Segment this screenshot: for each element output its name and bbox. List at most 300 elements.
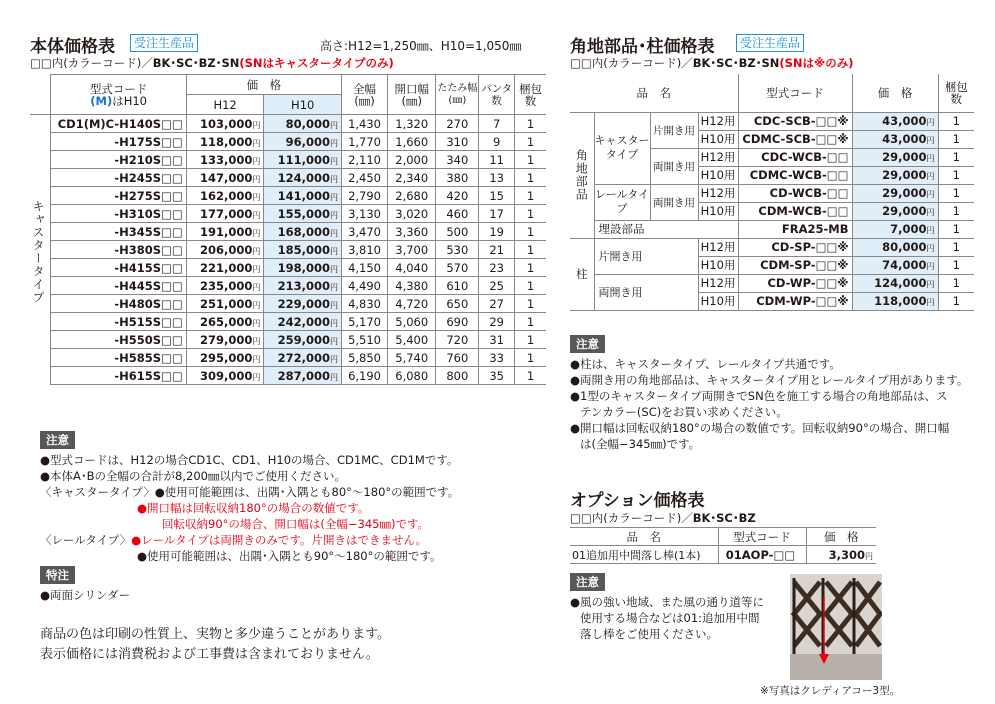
- corner-notes-heading: 注意: [570, 335, 605, 353]
- price-h10: 259,000: [277, 332, 330, 347]
- option-color-line: □□内(カラーコード)／BK･SC･BZ: [570, 511, 756, 525]
- h12-header: H12: [186, 95, 264, 115]
- footer-line-2: 表示価格には消費税および工事費は含まれておりません。: [40, 647, 379, 662]
- row-code: CDM-WCB-□□: [738, 202, 852, 220]
- fold-cell: 460: [436, 205, 479, 223]
- price-h10-cell: [264, 349, 342, 367]
- pack-cell: 1: [514, 133, 546, 151]
- row-pack: 1: [938, 166, 974, 184]
- price-h12: 206,000: [200, 242, 253, 257]
- notes-block: [40, 452, 459, 564]
- price-h10-cell: [264, 331, 342, 349]
- price-h12: 177,000: [200, 206, 253, 221]
- width-cell: 3,470: [341, 223, 387, 241]
- model-code-cell: -H445S□□: [51, 277, 186, 295]
- price-h12-cell: [186, 187, 264, 205]
- price-h12-cell: [186, 313, 264, 331]
- panta-cell: 31: [479, 331, 515, 349]
- yen-unit: 円: [926, 208, 935, 217]
- price-h12-cell: [186, 169, 264, 187]
- table-row: [30, 169, 546, 187]
- model-code-cell: -H245S□□: [51, 169, 186, 187]
- row-price: 29,000: [882, 204, 927, 218]
- model-code-cell: -H515S□□: [51, 313, 186, 331]
- color-code-line: □□内(カラーコード)／BK･SC･BZ･SN(SNはキャスタータイプのみ): [30, 56, 394, 70]
- table-row: [30, 313, 546, 331]
- corner-notes: [570, 356, 968, 452]
- price-h12-cell: [186, 133, 264, 151]
- price-h12: 133,000: [200, 152, 253, 167]
- yen-unit: 円: [252, 174, 261, 184]
- yen-unit: 円: [252, 264, 261, 274]
- buried-part-label: 埋設部品: [594, 220, 738, 238]
- table-row: [30, 133, 546, 151]
- price-h10: 141,000: [277, 188, 330, 203]
- option-price-table: [570, 527, 876, 564]
- opt-row-price: 3,300: [828, 547, 865, 562]
- price-h12: 295,000: [200, 350, 253, 365]
- yen-unit: 円: [252, 210, 261, 220]
- price-h12-cell: [186, 331, 264, 349]
- panta-cell: 19: [479, 223, 515, 241]
- row-pack: 1: [938, 112, 974, 130]
- price-header: 価 格: [186, 75, 341, 95]
- price-h10-cell: [264, 169, 342, 187]
- row-h: H12用: [698, 238, 738, 256]
- yen-unit: 円: [865, 551, 873, 561]
- row-code: CDMC-SCB-□□※: [738, 130, 852, 148]
- row-code: CD-WP-□□※: [738, 274, 852, 292]
- price-h10: 198,000: [277, 260, 330, 275]
- row-pack: 1: [938, 148, 974, 166]
- row-price: 7,000: [890, 222, 927, 236]
- row-pack: 1: [938, 238, 974, 256]
- price-h10: 168,000: [277, 224, 330, 239]
- opt-note-2: 使用する場合などは01:追加用中間: [580, 611, 760, 625]
- height-note: 高さ:H12=1,250㎜、H10=1,050㎜: [320, 39, 522, 53]
- fold-cell: 420: [436, 187, 479, 205]
- price-h10-cell: [264, 259, 342, 277]
- row-pack: 1: [938, 256, 974, 274]
- yen-unit: 円: [926, 280, 935, 289]
- row-h: H12用: [698, 184, 738, 202]
- model-code-cell: -H480S□□: [51, 295, 186, 313]
- opening-cell: 5,060: [388, 313, 436, 331]
- price-h10-cell: [264, 115, 342, 133]
- row-h: H12用: [698, 112, 738, 130]
- price-h12: 118,000: [200, 134, 253, 149]
- table-row: [30, 277, 546, 295]
- yen-unit: 円: [252, 318, 261, 328]
- price-h12: 279,000: [200, 332, 253, 347]
- row-code: CDC-WCB-□□: [738, 148, 852, 166]
- yen-unit: 円: [329, 282, 338, 292]
- model-code-cell: -H275S□□: [51, 187, 186, 205]
- kata-label-1: 片開き用: [650, 112, 698, 148]
- opening-cell: 6,080: [388, 367, 436, 385]
- opening-cell: 1,320: [388, 115, 436, 133]
- row-code: CDMC-WCB-□□: [738, 166, 852, 184]
- row-pack: 1: [938, 274, 974, 292]
- opening-cell: 2,680: [388, 187, 436, 205]
- fold-cell: 760: [436, 349, 479, 367]
- corner-note-4: テンカラー(SC)をお買い求めください。: [580, 405, 788, 419]
- width-cell: 5,170: [341, 313, 387, 331]
- name-header: 品 名: [570, 74, 738, 112]
- main-table-title: 本体価格表: [30, 37, 115, 57]
- panta-cell: 13: [479, 169, 515, 187]
- opening-cell: 4,040: [388, 259, 436, 277]
- price-h10-cell: [264, 205, 342, 223]
- pack-cell: 1: [514, 223, 546, 241]
- price-h10: 287,000: [277, 368, 330, 383]
- price-header-r: 価 格: [852, 74, 938, 112]
- row-code: CD-SP-□□※: [738, 238, 852, 256]
- model-code-cell: CD1(M)C-H140S□□: [51, 115, 186, 133]
- opening-cell: 1,660: [388, 133, 436, 151]
- width-cell: 2,790: [341, 187, 387, 205]
- price-h10-cell: [264, 313, 342, 331]
- row-price: 124,000: [874, 276, 927, 290]
- model-code-cell: -H415S□□: [51, 259, 186, 277]
- yen-unit: 円: [926, 172, 935, 181]
- notes-heading: 注意: [40, 431, 75, 449]
- fold-cell: 610: [436, 277, 479, 295]
- yen-unit: 円: [926, 262, 935, 271]
- price-h10: 155,000: [277, 206, 330, 221]
- price-h10: 229,000: [277, 296, 330, 311]
- table-row: [30, 187, 546, 205]
- yen-unit: 円: [926, 118, 935, 127]
- pack-cell: 1: [514, 259, 546, 277]
- corner-color-line: □□内(カラーコード)／BK･SC･BZ･SN(SNは※のみ): [570, 56, 854, 70]
- note-5: 回転収納90°の場合、開口幅は(全幅−345㎜)です。: [162, 517, 430, 531]
- price-h10-cell: [264, 151, 342, 169]
- table-row: [30, 295, 546, 313]
- yen-unit: 円: [329, 192, 338, 202]
- price-h10: 80,000: [285, 116, 330, 131]
- width-cell: 6,190: [341, 367, 387, 385]
- corner-made-to-order-tag: 受注生産品: [736, 34, 804, 52]
- panta-cell: 17: [479, 205, 515, 223]
- width-cell: 5,850: [341, 349, 387, 367]
- option-table-title: オプション価格表: [570, 491, 705, 511]
- row-h: H10用: [698, 166, 738, 184]
- price-h10: 272,000: [277, 350, 330, 365]
- price-h12: 162,000: [200, 188, 253, 203]
- table-row: [30, 259, 546, 277]
- yen-unit: 円: [329, 138, 338, 148]
- ryo-label-3: 両開き用: [594, 274, 698, 310]
- footer-line-1: 商品の色は印刷の性質上、実物と多少違うことがあります。: [40, 627, 390, 642]
- corner-note-3: ●1型のキャスタータイプ両開きでSN色を施工する場合の角地部品は、ス: [570, 389, 948, 403]
- gate-photo: [790, 574, 882, 680]
- opt-note-1: ●風の強い地域、また風の通り道等に: [570, 595, 765, 609]
- fold-cell: 720: [436, 331, 479, 349]
- note-7: ●使用可能範囲は、出隅･入隅とも90°～180°の範囲です。: [137, 549, 442, 563]
- table-row: [30, 151, 546, 169]
- yen-unit: 円: [252, 336, 261, 346]
- price-h10: 185,000: [277, 242, 330, 257]
- price-h12: 251,000: [200, 296, 253, 311]
- price-h12: 235,000: [200, 278, 253, 293]
- row-price: 43,000: [882, 132, 927, 146]
- price-h12: 103,000: [200, 116, 253, 131]
- yen-unit: 円: [252, 138, 261, 148]
- yen-unit: 円: [329, 246, 338, 256]
- row-price: 118,000: [874, 294, 927, 308]
- fold-cell: 650: [436, 295, 479, 313]
- price-h10: 213,000: [277, 278, 330, 293]
- fold-cell: 530: [436, 241, 479, 259]
- row-h: H10用: [698, 292, 738, 310]
- yen-unit: 円: [329, 318, 338, 328]
- price-h12-cell: [186, 349, 264, 367]
- note-rail: 〈レールタイプ〉●レールタイプは両開きのみです。片開きはできません。: [40, 533, 428, 547]
- pack-cell: 1: [514, 349, 546, 367]
- corner-table-title: 角地部品･柱価格表: [570, 37, 715, 57]
- panta-cell: 25: [479, 277, 515, 295]
- note-2: ●本体A･Bの全幅の合計が8,200㎜以内でご使用ください。: [40, 469, 346, 483]
- made-to-order-tag: 受注生産品: [130, 34, 198, 52]
- width-cell: 5,510: [341, 331, 387, 349]
- yen-unit: 円: [252, 192, 261, 202]
- panta-cell: 27: [479, 295, 515, 313]
- opt-name-header: 品 名: [570, 528, 718, 546]
- row-pack: 1: [938, 292, 974, 310]
- table-row: [30, 223, 546, 241]
- ryo-label-1: 両開き用: [650, 148, 698, 184]
- row-h: H12用: [698, 148, 738, 166]
- yen-unit: 円: [252, 372, 261, 382]
- panta-cell: 11: [479, 151, 515, 169]
- row-price: 74,000: [882, 258, 927, 272]
- pack-cell: 1: [514, 367, 546, 385]
- corner-note-1: ●柱は、キャスタータイプ、レールタイプ共通です。: [570, 357, 841, 371]
- yen-unit: 円: [329, 372, 338, 382]
- caster-type-label: キャスタータイプ: [31, 200, 45, 304]
- yen-unit: 円: [329, 300, 338, 310]
- option-notes-heading: 注意: [570, 573, 605, 591]
- yen-unit: 円: [926, 298, 935, 307]
- price-h10: 111,000: [277, 152, 330, 167]
- panta-cell: 21: [479, 241, 515, 259]
- model-code-cell: -H615S□□: [51, 367, 186, 385]
- row-code: CD-WCB-□□: [738, 184, 852, 202]
- ryo-label-2: 両開き用: [650, 184, 698, 220]
- yen-unit: 円: [252, 228, 261, 238]
- panta-cell: 33: [479, 349, 515, 367]
- price-h12-cell: [186, 115, 264, 133]
- yen-unit: 円: [252, 354, 261, 364]
- width-cell: 4,150: [341, 259, 387, 277]
- yen-unit: 円: [252, 156, 261, 166]
- corner-price-table: [570, 74, 974, 311]
- price-h10-cell: [264, 277, 342, 295]
- table-row: [30, 349, 546, 367]
- group-post: 柱: [570, 238, 594, 310]
- table-row: [30, 115, 546, 133]
- panta-cell: 15: [479, 187, 515, 205]
- panta-header: パンタ 数: [479, 75, 515, 115]
- yen-unit: 円: [926, 136, 935, 145]
- width-cell: 3,130: [341, 205, 387, 223]
- price-h12: 221,000: [200, 260, 253, 275]
- opening-cell: 2,000: [388, 151, 436, 169]
- corner-note-6: は(全幅−345㎜)です。: [580, 437, 701, 451]
- yen-unit: 円: [329, 264, 338, 274]
- fold-header: たたみ幅 (㎜): [436, 75, 479, 115]
- price-h10-cell: [264, 367, 342, 385]
- opt-row-name: 01追加用中間落し棒(1本): [570, 546, 718, 564]
- price-h10: 96,000: [285, 134, 330, 149]
- row-h: H12用: [698, 274, 738, 292]
- fold-cell: 690: [436, 313, 479, 331]
- pack-cell: 1: [514, 187, 546, 205]
- price-h10-cell: [264, 187, 342, 205]
- yen-unit: 円: [329, 336, 338, 346]
- yen-unit: 円: [252, 246, 261, 256]
- opening-cell: 3,020: [388, 205, 436, 223]
- corner-note-2: ●両開き用の角地部品は、キャスタータイプ用とレールタイプ用があります。: [570, 373, 969, 387]
- photo-caption: ※写真はクレディアコー3型。: [760, 685, 901, 697]
- table-row: [30, 241, 546, 259]
- width-cell: 1,430: [341, 115, 387, 133]
- row-pack: 1: [938, 184, 974, 202]
- pack-cell: 1: [514, 169, 546, 187]
- opening-cell: 4,380: [388, 277, 436, 295]
- row-pack: 1: [938, 130, 974, 148]
- opt-note-3: 落し棒をご使用ください。: [580, 627, 718, 641]
- width-cell: 1,770: [341, 133, 387, 151]
- row-code: CDM-SP-□□※: [738, 256, 852, 274]
- width-cell: 4,490: [341, 277, 387, 295]
- yen-unit: 円: [926, 154, 935, 163]
- code-header: 型式コード (M)はH10: [51, 75, 186, 115]
- pack-header-r: 梱包 数: [938, 74, 974, 112]
- footer-notes: [40, 625, 390, 665]
- model-code-cell: -H310S□□: [51, 205, 186, 223]
- row-h: H10用: [698, 202, 738, 220]
- price-h10-cell: [264, 295, 342, 313]
- price-h12: 191,000: [200, 224, 253, 239]
- fold-cell: 380: [436, 169, 479, 187]
- note-1: ●型式コードは、H12の場合CD1C、CD1、H10の場合、CD1MC、CD1Mです。: [40, 453, 459, 467]
- opening-cell: 4,720: [388, 295, 436, 313]
- corner-note-5: ●開口幅は回転収納180°の場合の数値です。回転収納90°の場合、開口幅: [570, 421, 950, 435]
- row-pack: 1: [938, 220, 974, 238]
- pack-cell: 1: [514, 151, 546, 169]
- price-h12: 265,000: [200, 314, 253, 329]
- row-code: FRA25-MB: [738, 220, 852, 238]
- panta-cell: 29: [479, 313, 515, 331]
- price-h12-cell: [186, 151, 264, 169]
- yen-unit: 円: [329, 210, 338, 220]
- row-pack: 1: [938, 202, 974, 220]
- row-h: H10用: [698, 256, 738, 274]
- yen-unit: 円: [329, 354, 338, 364]
- price-h12-cell: [186, 295, 264, 313]
- model-code-cell: -H210S□□: [51, 151, 186, 169]
- panta-cell: 9: [479, 133, 515, 151]
- price-h10-cell: [264, 241, 342, 259]
- fold-cell: 570: [436, 259, 479, 277]
- pack-cell: 1: [514, 241, 546, 259]
- pack-cell: 1: [514, 313, 546, 331]
- row-price: 43,000: [882, 114, 927, 128]
- rail-label: レールタイプ: [594, 184, 650, 220]
- model-code-cell: -H550S□□: [51, 331, 186, 349]
- panta-cell: 7: [479, 115, 515, 133]
- price-h12-cell: [186, 205, 264, 223]
- yen-unit: 円: [329, 174, 338, 184]
- model-code-cell: -H585S□□: [51, 349, 186, 367]
- group-corner: 角地部品: [570, 112, 594, 238]
- width-cell: 2,110: [341, 151, 387, 169]
- table-row: [30, 331, 546, 349]
- opening-cell: 3,700: [388, 241, 436, 259]
- code-header-r: 型式コード: [738, 74, 852, 112]
- model-code-cell: -H175S□□: [51, 133, 186, 151]
- yen-unit: 円: [926, 226, 935, 235]
- table-row: [30, 205, 546, 223]
- fold-cell: 340: [436, 151, 479, 169]
- special-item: ●両面シリンダー: [40, 588, 131, 602]
- opt-row-code: 01AOP-□□: [718, 546, 806, 564]
- pack-cell: 1: [514, 205, 546, 223]
- opening-cell: 2,340: [388, 169, 436, 187]
- row-code: CDM-WP-□□※: [738, 292, 852, 310]
- price-h10-cell: [264, 133, 342, 151]
- row-code: CDC-SCB-□□※: [738, 112, 852, 130]
- width-cell: 3,810: [341, 241, 387, 259]
- yen-unit: 円: [329, 228, 338, 238]
- panta-cell: 35: [479, 367, 515, 385]
- price-h12-cell: [186, 223, 264, 241]
- h10-header: H10: [264, 95, 342, 115]
- yen-unit: 円: [926, 244, 935, 253]
- price-h12: 309,000: [200, 368, 253, 383]
- main-price-table: [30, 74, 546, 385]
- price-h10: 124,000: [277, 170, 330, 185]
- width-header: 全幅 (㎜): [341, 75, 387, 115]
- row-price: 29,000: [882, 168, 927, 182]
- pack-cell: 1: [514, 277, 546, 295]
- pack-cell: 1: [514, 331, 546, 349]
- fold-cell: 270: [436, 115, 479, 133]
- yen-unit: 円: [252, 300, 261, 310]
- note-3: 〈キャスタータイプ〉●使用可能範囲は、出隅･入隅とも80°～180°の範囲です。: [40, 485, 460, 499]
- pack-cell: 1: [514, 115, 546, 133]
- panta-cell: 23: [479, 259, 515, 277]
- pack-header: 梱包 数: [514, 75, 546, 115]
- opt-price-header: 価 格: [806, 528, 876, 546]
- model-code-cell: -H380S□□: [51, 241, 186, 259]
- caster-label: キャスタータイプ: [594, 112, 650, 184]
- opening-header: 開口幅 (㎜): [388, 75, 436, 115]
- price-h12-cell: [186, 367, 264, 385]
- opening-cell: 5,400: [388, 331, 436, 349]
- opening-cell: 5,740: [388, 349, 436, 367]
- row-price: 29,000: [882, 186, 927, 200]
- yen-unit: 円: [926, 190, 935, 199]
- width-cell: 2,450: [341, 169, 387, 187]
- yen-unit: 円: [252, 120, 261, 130]
- kata-label-2: 片開き用: [594, 238, 698, 274]
- opening-cell: 3,360: [388, 223, 436, 241]
- fold-cell: 800: [436, 367, 479, 385]
- price-h10: 242,000: [277, 314, 330, 329]
